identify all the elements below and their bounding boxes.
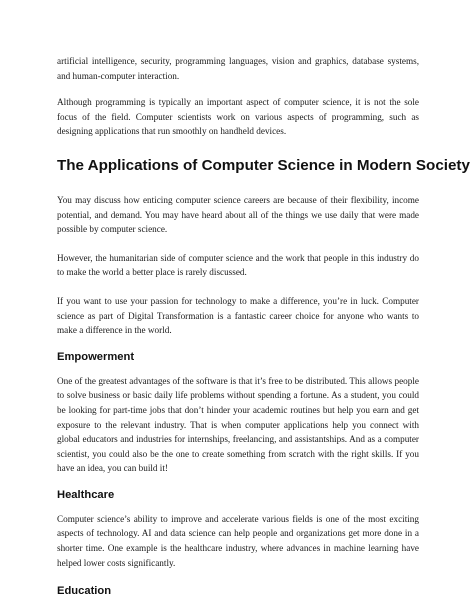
section-paragraph-3: If you want to use your passion for technology to make a difference, you’re in luck. Computer science as part of Digital Transformation is a fantastic career choice for anyone who wants to make a difference in the world. bbox=[57, 295, 419, 336]
healthcare-heading: Healthcare bbox=[57, 488, 115, 501]
healthcare-paragraph: Computer science’s ability to improve and accelerate various fields is one of the most exciting aspects of technology. AI and data science can help people and organizations get more done in a shorter time. One example is the healthcare industry, where advances in machine learning have helped lower costs significantly. bbox=[57, 513, 419, 568]
intro-continuation-paragraph: artificial intelligence, security, programming languages, vision and graphics, database systems, and human-computer interaction. bbox=[57, 56, 419, 81]
empowerment-paragraph: One of the greatest advantages of the software is that it’s free to be distributed. This allows people to solve business or basic daily life problems without spending a fortune. As a student, you could be looking for part-time jobs that don’t hinder your academic routines but help you earn and get exposure to the relevant industry. That is when computer applications help you connect with global educators and industries for internships, freelancing, and assistantships. And as a computer scientist, you could also be the one to create something from scratch with the right skills. If you have an idea, you can build it! bbox=[57, 375, 419, 474]
section-title: The Applications of Computer Science in Modern Society bbox=[57, 156, 470, 174]
programming-paragraph: Although programming is typically an important aspect of computer science, it is not the sole focus of the field. Computer scientists work on various aspects of programming, such as designing applications that run smoothly on handheld devices. bbox=[57, 97, 419, 137]
page-content bbox=[57, 54, 470, 608]
section-paragraph-2: However, the humanitarian side of computer science and the work that people in this industry do to make the world a better place is rarely discussed. bbox=[57, 252, 419, 278]
education-heading: Education bbox=[57, 585, 112, 598]
section-paragraph-1: You may discuss how enticing computer science careers are because of their flexibility, income potential, and demand. You may have heard about all of the things we use daily that were made possible by computer science. bbox=[57, 194, 419, 235]
empowerment-heading: Empowerment bbox=[57, 350, 135, 363]
